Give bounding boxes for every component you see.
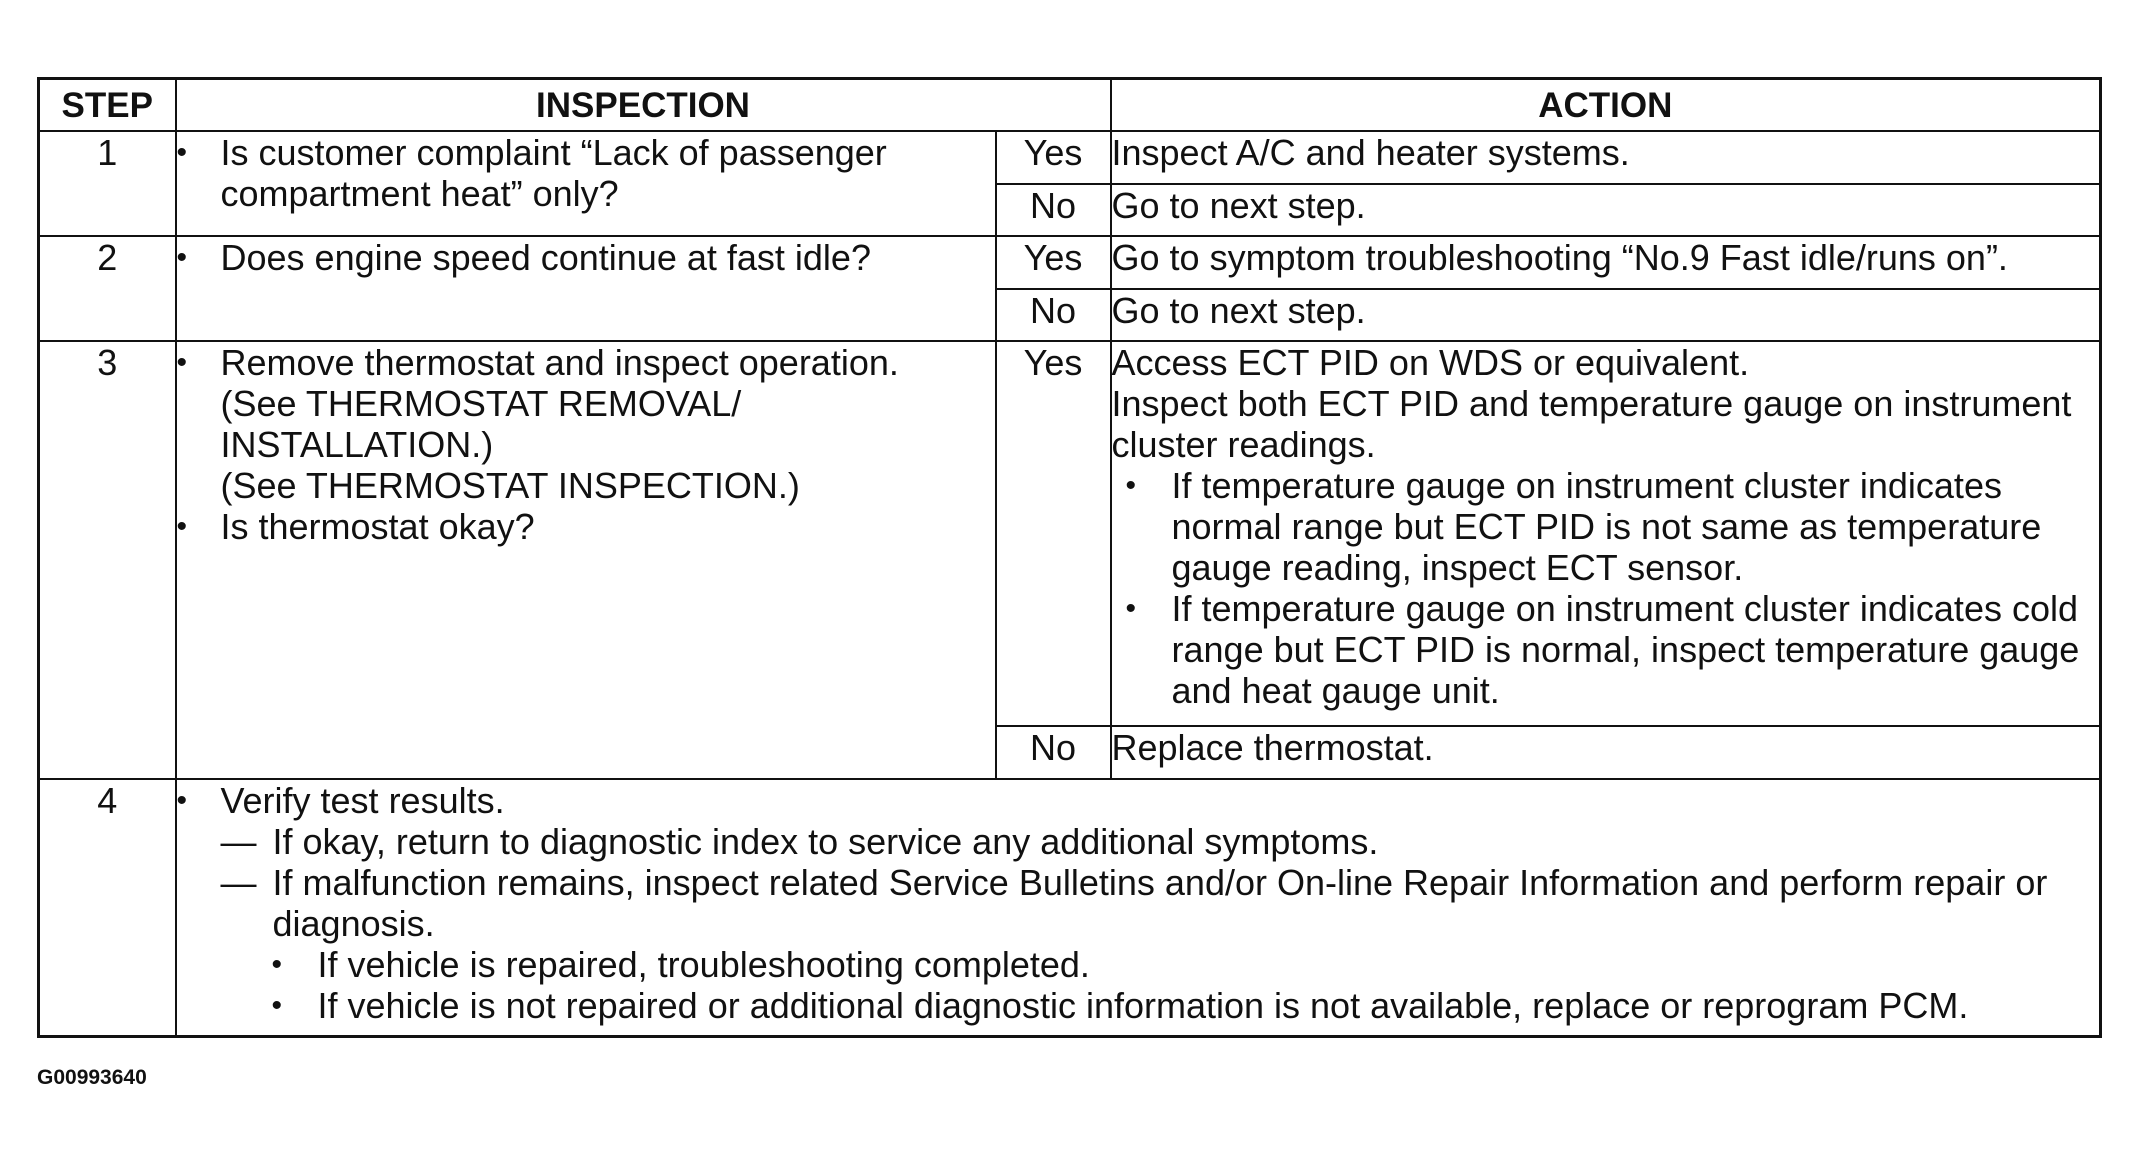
yes-label: Yes xyxy=(996,341,1111,726)
list-item xyxy=(177,944,2100,985)
action-text: Inspect both ECT PID and temperature gauge on instrument cluster readings. xyxy=(1111,383,2072,465)
reference-text: (See THERMOSTAT REMOVAL/ xyxy=(220,383,742,424)
yes-label: Yes xyxy=(996,236,1111,289)
bullet-icon: • xyxy=(271,948,283,981)
inspection-text: Is thermostat okay? xyxy=(220,506,535,547)
inspection-text: Verify test results. xyxy=(220,780,505,821)
no-label: No xyxy=(996,726,1111,779)
list-item xyxy=(177,342,995,506)
header-inspection: INSPECTION xyxy=(176,79,1111,132)
yes-label: Yes xyxy=(996,131,1111,184)
list-item xyxy=(177,821,2100,862)
bullet-icon: • xyxy=(176,241,188,274)
bullet-icon: • xyxy=(176,136,188,169)
inspection-cell xyxy=(176,236,996,341)
list-item xyxy=(177,132,995,214)
sub-item-text: If malfunction remains, inspect related Service Bulletins and/or On-line Repair Information and perform repair or diagnosis. xyxy=(272,862,2048,944)
bullet-icon: • xyxy=(271,989,283,1022)
action-text: Go to symptom troubleshooting “No.9 Fast idle/runs on”. xyxy=(1111,236,2101,289)
list-item xyxy=(177,237,995,278)
action-text: Go to next step. xyxy=(1111,184,2101,236)
action-text: Replace thermostat. xyxy=(1111,726,2101,779)
inspection-cell xyxy=(176,779,2101,1036)
list-item xyxy=(177,780,2100,821)
bullet-icon: • xyxy=(1125,592,1137,625)
step-number: 1 xyxy=(39,131,176,236)
sub-item-text: If okay, return to diagnostic index to service any additional symptoms. xyxy=(272,821,1379,862)
header-action: ACTION xyxy=(1111,79,2101,132)
figure-code: G00993640 xyxy=(37,1066,147,1089)
no-label: No xyxy=(996,289,1111,341)
table-header-row xyxy=(39,79,2101,132)
action-text: Go to next step. xyxy=(1111,289,2101,341)
action-text: Inspect A/C and heater systems. xyxy=(1111,131,2101,184)
table-row xyxy=(39,131,2101,184)
reference-text: INSTALLATION.) xyxy=(220,424,494,465)
action-text: Access ECT PID on WDS or equivalent. xyxy=(1111,342,1750,383)
no-label: No xyxy=(996,184,1111,236)
inspection-cell xyxy=(176,341,996,779)
action-bullet-text: If temperature gauge on instrument cluster indicates cold range but ECT PID is normal, inspect temperature gauge and heat gauge unit. xyxy=(1171,588,2080,711)
sub-bullet-text: If vehicle is repaired, troubleshooting completed. xyxy=(317,944,1090,985)
step-number: 2 xyxy=(39,236,176,341)
list-item xyxy=(1112,588,2100,711)
inspection-text: Does engine speed continue at fast idle? xyxy=(220,237,871,278)
list-item xyxy=(177,985,2100,1026)
table-row xyxy=(39,341,2101,726)
inspection-cell xyxy=(176,131,996,236)
bullet-icon: • xyxy=(1125,469,1137,502)
inspection-text: Is customer complaint “Lack of passenger compartment heat” only? xyxy=(220,132,887,214)
action-bullet-text: If temperature gauge on instrument cluster indicates normal range but ECT PID is not same as temperature gauge reading, inspect ECT sensor. xyxy=(1171,465,2042,588)
table-row xyxy=(39,779,2101,1036)
bullet-icon: • xyxy=(176,784,188,817)
dash-icon: — xyxy=(220,862,257,903)
diagnostic-table xyxy=(37,77,2102,1038)
step-number: 4 xyxy=(39,779,176,1036)
bullet-icon: • xyxy=(176,510,188,543)
inspection-text: Remove thermostat and inspect operation. xyxy=(220,342,899,383)
dash-icon: — xyxy=(220,821,257,862)
step-number: 3 xyxy=(39,341,176,779)
reference-text: (See THERMOSTAT INSPECTION.) xyxy=(220,465,800,506)
sub-bullet-text: If vehicle is not repaired or additional diagnostic information is not available, replace or reprogram PCM. xyxy=(317,985,1969,1026)
list-item xyxy=(177,506,995,547)
table-row xyxy=(39,236,2101,289)
list-item xyxy=(1112,465,2100,588)
header-step: STEP xyxy=(39,79,176,132)
list-item xyxy=(177,862,2100,944)
action-cell xyxy=(1111,341,2101,726)
bullet-icon: • xyxy=(176,346,188,379)
